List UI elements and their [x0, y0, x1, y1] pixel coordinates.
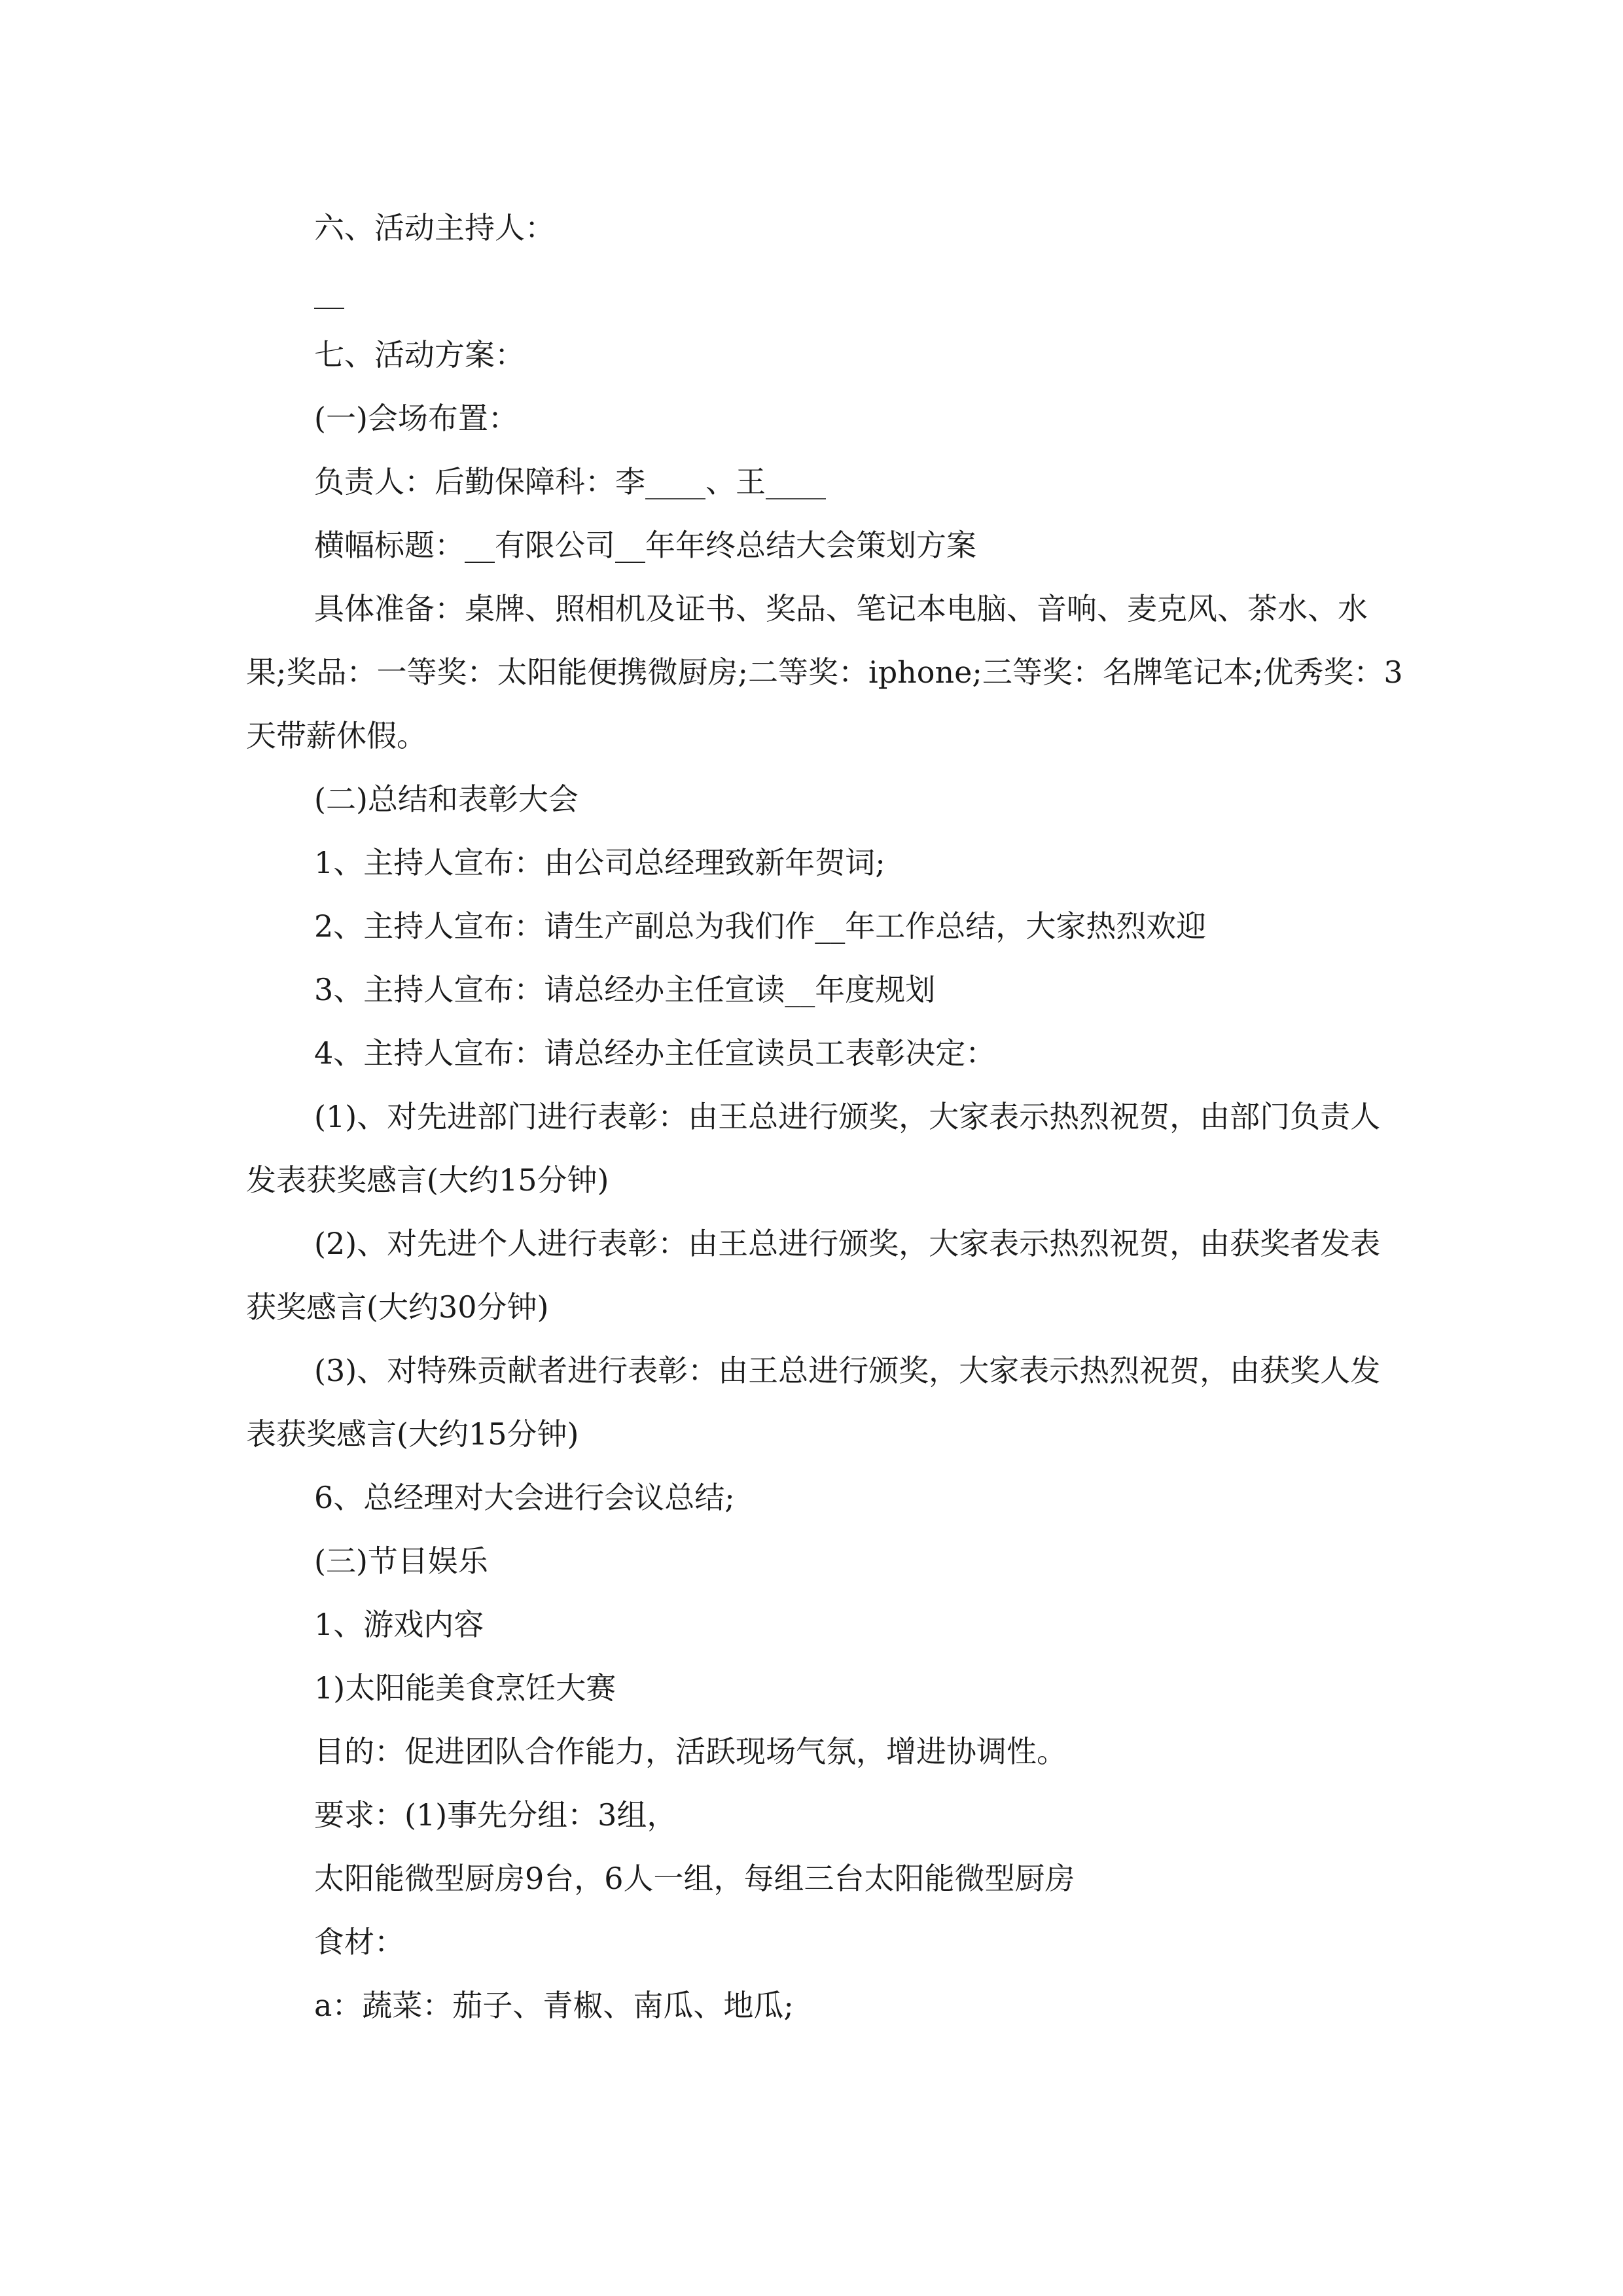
list-item-game-content: 1、游戏内容 — [314, 1607, 484, 1642]
paragraph-person-in-charge: 负责人：后勤保障科：李____、王____ — [314, 464, 826, 499]
list-item-host-announce-2: 2、主持人宣布：请生产副总为我们作__年工作总结，大家热烈欢迎 — [314, 908, 1207, 944]
subsection-awards-meeting: (二)总结和表彰大会 — [314, 781, 579, 817]
list-item-host-announce-4: 4、主持人宣布：请总经办主任宣读员工表彰决定： — [314, 1035, 996, 1071]
paragraph-purpose: 目的：促进团队合作能力，活跃现场气氛，增进协调性。 — [314, 1734, 1067, 1769]
subsection-venue-setup: (一)会场布置： — [314, 401, 518, 436]
section-heading-host: 六、活动主持人： — [314, 210, 555, 245]
paragraph-requirements: 要求：(1)事先分组：3组， — [314, 1797, 677, 1833]
paragraph-vegetables: a：蔬菜：茄子、青椒、南瓜、地瓜; — [314, 1988, 794, 2023]
paragraph-banner-title: 横幅标题：__有限公司__年年终总结大会策划方案 — [314, 528, 976, 563]
subsection-entertainment: (三)节目娱乐 — [314, 1543, 488, 1579]
document-body — [246, 196, 1404, 2037]
list-item-summary: 6、总经理对大会进行会议总结; — [314, 1480, 735, 1515]
list-item-host-announce-3: 3、主持人宣布：请总经办主任宣读__年度规划 — [314, 972, 936, 1007]
list-item-cooking-contest: 1)太阳能美食烹饪大赛 — [314, 1670, 616, 1706]
list-item-award-department: (1)、对先进部门进行表彰：由王总进行颁奖，大家表示热烈祝贺，由部门负责人发表获奖感言(大约15分钟) — [246, 1099, 1381, 1198]
host-name-blank: __ — [314, 274, 344, 309]
paragraph-kitchen-setup: 太阳能微型厨房9台，6人一组，每组三台太阳能微型厨房 — [314, 1861, 1075, 1896]
list-item-host-announce-1: 1、主持人宣布：由公司总经理致新年贺词; — [314, 845, 885, 880]
section-heading-plan: 七、活动方案： — [314, 337, 525, 372]
list-item-award-special: (3)、对特殊贡献者进行表彰：由王总进行颁奖，大家表示热烈祝贺，由获奖人发表获奖感言(大约15分钟) — [246, 1353, 1381, 1452]
list-item-award-individual: (2)、对先进个人进行表彰：由王总进行颁奖，大家表示热烈祝贺，由获奖者发表获奖感言(大约30分钟) — [246, 1226, 1381, 1325]
paragraph-ingredients-heading: 食材： — [314, 1924, 404, 1960]
paragraph-preparations: 具体准备：桌牌、照相机及证书、奖品、笔记本电脑、音响、麦克风、茶水、水果;奖品：一等奖：太阳能便携微厨房;二等奖：iphone;三等奖：名牌笔记本;优秀奖：3天带薪休假。 — [246, 591, 1403, 753]
